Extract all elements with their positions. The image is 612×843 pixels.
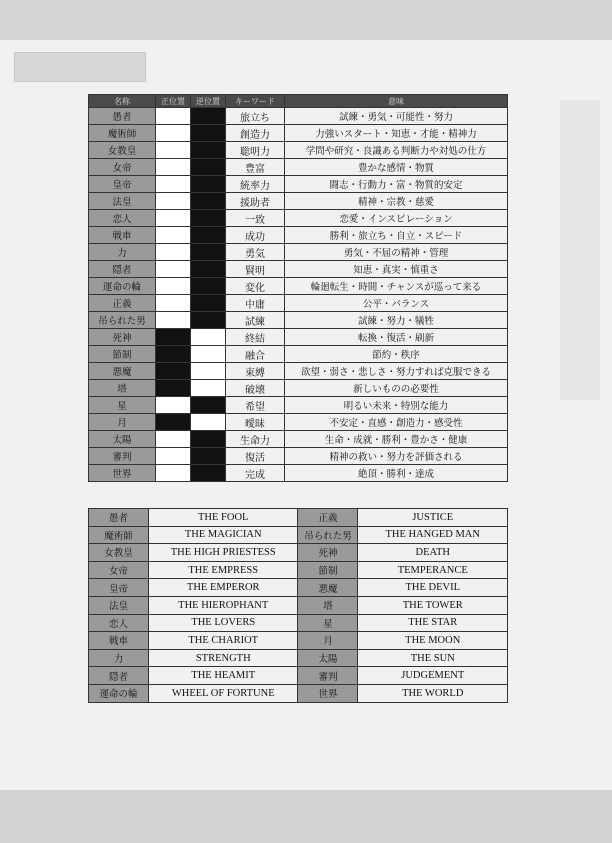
tarot-meaning-table	[88, 94, 508, 482]
card-meaning: 新しいものの必要性	[285, 380, 508, 397]
table-row	[89, 596, 508, 614]
card-name: 女教皇	[89, 142, 156, 159]
card-name-jp: 審判	[298, 667, 358, 685]
card-name: 皇帝	[89, 176, 156, 193]
card-name-jp: 魔術師	[89, 526, 149, 544]
card-name: 審判	[89, 448, 156, 465]
reversed-marker	[191, 125, 226, 142]
table-row	[89, 544, 508, 562]
card-name: 力	[89, 244, 156, 261]
table-row	[89, 125, 508, 142]
card-keyword: 融合	[226, 346, 285, 363]
card-name-en: THE HIEROPHANT	[149, 596, 298, 614]
card-name: 戦車	[89, 227, 156, 244]
reversed-marker	[191, 108, 226, 125]
card-meaning: 公平・バランス	[285, 295, 508, 312]
upright-marker	[156, 312, 191, 329]
upright-marker	[156, 210, 191, 227]
card-meaning: 絶頂・勝利・達成	[285, 465, 508, 482]
card-keyword: 終結	[226, 329, 285, 346]
card-keyword: 中庸	[226, 295, 285, 312]
card-name-jp: 皇帝	[89, 579, 149, 597]
table-row	[89, 431, 508, 448]
card-keyword: 統率力	[226, 176, 285, 193]
card-name-en: THE MAGICIAN	[149, 526, 298, 544]
table-row	[89, 329, 508, 346]
card-keyword: 旅立ち	[226, 108, 285, 125]
card-keyword: 勇気	[226, 244, 285, 261]
table-row	[89, 684, 508, 702]
upright-marker	[156, 278, 191, 295]
table-row	[89, 159, 508, 176]
upright-marker	[156, 363, 191, 380]
background-top-band	[0, 0, 612, 40]
header-keyword: キーワード	[226, 95, 285, 108]
card-name-en: THE LOVERS	[149, 614, 298, 632]
card-name-en: TEMPERANCE	[358, 561, 508, 579]
table-row	[89, 509, 508, 527]
upright-marker	[156, 108, 191, 125]
upright-marker	[156, 159, 191, 176]
card-name-en: THE WORLD	[358, 684, 508, 702]
card-meaning: 精神の救い・努力を評価される	[285, 448, 508, 465]
card-keyword: 援助者	[226, 193, 285, 210]
reversed-marker	[191, 380, 226, 397]
card-name-jp: 恋人	[89, 614, 149, 632]
upright-marker	[156, 431, 191, 448]
card-keyword: 曖昧	[226, 414, 285, 431]
card-keyword: 一致	[226, 210, 285, 227]
card-meaning: 試練・努力・犠牲	[285, 312, 508, 329]
card-meaning: 知恵・真実・慎重さ	[285, 261, 508, 278]
card-name: 死神	[89, 329, 156, 346]
card-meaning: 輪廻転生・時間・チャンスが巡って来る	[285, 278, 508, 295]
card-keyword: 破壊	[226, 380, 285, 397]
card-name: 女帝	[89, 159, 156, 176]
card-keyword: 完成	[226, 465, 285, 482]
card-name-en: THE SUN	[358, 649, 508, 667]
background-label-box	[14, 52, 146, 82]
table-row	[89, 278, 508, 295]
table-row	[89, 227, 508, 244]
card-meaning: 精神・宗教・慈愛	[285, 193, 508, 210]
card-keyword: 創造力	[226, 125, 285, 142]
upright-marker	[156, 295, 191, 312]
table-row	[89, 346, 508, 363]
card-name-jp: 悪魔	[298, 579, 358, 597]
upright-marker	[156, 414, 191, 431]
background-side-panel	[560, 100, 600, 400]
card-name-jp: 力	[89, 649, 149, 667]
upright-marker	[156, 380, 191, 397]
reversed-marker	[191, 227, 226, 244]
card-name: 世界	[89, 465, 156, 482]
reversed-marker	[191, 142, 226, 159]
card-name-jp: 女帝	[89, 561, 149, 579]
upright-marker	[156, 465, 191, 482]
card-name-en: THE CHARIOT	[149, 632, 298, 650]
table-row	[89, 312, 508, 329]
card-keyword: 束縛	[226, 363, 285, 380]
table-row	[89, 363, 508, 380]
upright-marker	[156, 397, 191, 414]
upright-marker	[156, 244, 191, 261]
upright-marker	[156, 227, 191, 244]
reversed-marker	[191, 397, 226, 414]
upright-marker	[156, 346, 191, 363]
upright-marker	[156, 176, 191, 193]
card-meaning: 闘志・行動力・富・物質的安定	[285, 176, 508, 193]
table-row	[89, 414, 508, 431]
table-row	[89, 108, 508, 125]
card-keyword: 賢明	[226, 261, 285, 278]
card-meaning: 勝利・旅立ち・自立・スピード	[285, 227, 508, 244]
card-name-en: THE FOOL	[149, 509, 298, 527]
card-name: 月	[89, 414, 156, 431]
card-name-en: THE HANGED MAN	[358, 526, 508, 544]
table-row	[89, 667, 508, 685]
card-meaning: 明るい未来・特別な能力	[285, 397, 508, 414]
table-row	[89, 526, 508, 544]
card-name: 恋人	[89, 210, 156, 227]
card-name: 節制	[89, 346, 156, 363]
card-name-jp: 太陽	[298, 649, 358, 667]
reversed-marker	[191, 431, 226, 448]
card-name-jp: 戦車	[89, 632, 149, 650]
card-keyword: 聡明力	[226, 142, 285, 159]
card-name-jp: 法皇	[89, 596, 149, 614]
header-meaning: 意味	[285, 95, 508, 108]
reversed-marker	[191, 329, 226, 346]
upright-marker	[156, 329, 191, 346]
upright-marker	[156, 125, 191, 142]
table-row	[89, 176, 508, 193]
reversed-marker	[191, 193, 226, 210]
card-meaning: 勇気・不屈の精神・管理	[285, 244, 508, 261]
card-name-en: THE MOON	[358, 632, 508, 650]
card-meaning: 欲望・弱さ・悲しさ・努力すれば克服できる	[285, 363, 508, 380]
background-bottom-band	[0, 790, 612, 843]
table-header-row	[89, 95, 508, 108]
card-name-en: THE EMPRESS	[149, 561, 298, 579]
reversed-marker	[191, 244, 226, 261]
card-name-jp: 月	[298, 632, 358, 650]
table-row	[89, 649, 508, 667]
table-row	[89, 193, 508, 210]
card-name-en: THE HIGH PRIESTESS	[149, 544, 298, 562]
header-upright: 正位置	[156, 95, 191, 108]
card-keyword: 変化	[226, 278, 285, 295]
card-meaning: 転換・復活・刷新	[285, 329, 508, 346]
card-name: 魔術師	[89, 125, 156, 142]
card-name: 太陽	[89, 431, 156, 448]
card-name: 運命の輪	[89, 278, 156, 295]
card-meaning: 学問や研究・良識ある判断力や対処の仕方	[285, 142, 508, 159]
card-meaning: 節約・秩序	[285, 346, 508, 363]
card-keyword: 成功	[226, 227, 285, 244]
card-name-en: THE HEAMIT	[149, 667, 298, 685]
reversed-marker	[191, 346, 226, 363]
card-name-jp: 愚者	[89, 509, 149, 527]
card-meaning: 生命・成就・勝利・豊かさ・健康	[285, 431, 508, 448]
table-row	[89, 210, 508, 227]
card-name: 隠者	[89, 261, 156, 278]
table-row	[89, 295, 508, 312]
header-reversed: 逆位置	[191, 95, 226, 108]
card-name-jp: 正義	[298, 509, 358, 527]
reversed-marker	[191, 159, 226, 176]
card-meaning: 恋愛・インスピレーション	[285, 210, 508, 227]
card-meaning: 不安定・直感・創造力・感受性	[285, 414, 508, 431]
table-row	[89, 632, 508, 650]
card-name-jp: 運命の輪	[89, 684, 149, 702]
upright-marker	[156, 142, 191, 159]
card-meaning: 力強いスタート・知恵・才能・精神力	[285, 125, 508, 142]
card-name-jp: 節制	[298, 561, 358, 579]
tarot-name-table	[88, 508, 508, 703]
table-row	[89, 448, 508, 465]
card-name: 正義	[89, 295, 156, 312]
upright-marker	[156, 193, 191, 210]
card-keyword: 豊富	[226, 159, 285, 176]
card-name: 法皇	[89, 193, 156, 210]
table-row	[89, 465, 508, 482]
reversed-marker	[191, 295, 226, 312]
card-name-en: JUSTICE	[358, 509, 508, 527]
upright-marker	[156, 261, 191, 278]
card-name-jp: 女教皇	[89, 544, 149, 562]
reversed-marker	[191, 312, 226, 329]
card-name-en: STRENGTH	[149, 649, 298, 667]
reversed-marker	[191, 210, 226, 227]
reversed-marker	[191, 261, 226, 278]
card-name-en: THE STAR	[358, 614, 508, 632]
card-keyword: 復活	[226, 448, 285, 465]
card-name: 星	[89, 397, 156, 414]
card-name-jp: 世界	[298, 684, 358, 702]
table-row	[89, 397, 508, 414]
card-name-jp: 星	[298, 614, 358, 632]
card-name-jp: 死神	[298, 544, 358, 562]
reversed-marker	[191, 448, 226, 465]
card-name-en: DEATH	[358, 544, 508, 562]
card-name-en: THE TOWER	[358, 596, 508, 614]
reversed-marker	[191, 465, 226, 482]
card-name-en: WHEEL OF FORTUNE	[149, 684, 298, 702]
card-name-jp: 塔	[298, 596, 358, 614]
card-keyword: 生命力	[226, 431, 285, 448]
card-meaning: 試練・勇気・可能性・努力	[285, 108, 508, 125]
card-name-en: THE DEVIL	[358, 579, 508, 597]
card-name-en: JUDGEMENT	[358, 667, 508, 685]
card-name: 悪魔	[89, 363, 156, 380]
card-keyword: 試練	[226, 312, 285, 329]
reversed-marker	[191, 278, 226, 295]
card-name: 愚者	[89, 108, 156, 125]
card-name-jp: 吊られた男	[298, 526, 358, 544]
card-name-en: THE EMPEROR	[149, 579, 298, 597]
table-row	[89, 244, 508, 261]
card-name: 吊られた男	[89, 312, 156, 329]
reversed-marker	[191, 363, 226, 380]
card-keyword: 希望	[226, 397, 285, 414]
table-row	[89, 380, 508, 397]
table-row	[89, 142, 508, 159]
upright-marker	[156, 448, 191, 465]
table-row	[89, 614, 508, 632]
card-name-jp: 隠者	[89, 667, 149, 685]
table-row	[89, 561, 508, 579]
table-row	[89, 579, 508, 597]
reversed-marker	[191, 176, 226, 193]
table-row	[89, 261, 508, 278]
card-name: 塔	[89, 380, 156, 397]
card-meaning: 豊かな感情・物質	[285, 159, 508, 176]
header-name: 名称	[89, 95, 156, 108]
reversed-marker	[191, 414, 226, 431]
